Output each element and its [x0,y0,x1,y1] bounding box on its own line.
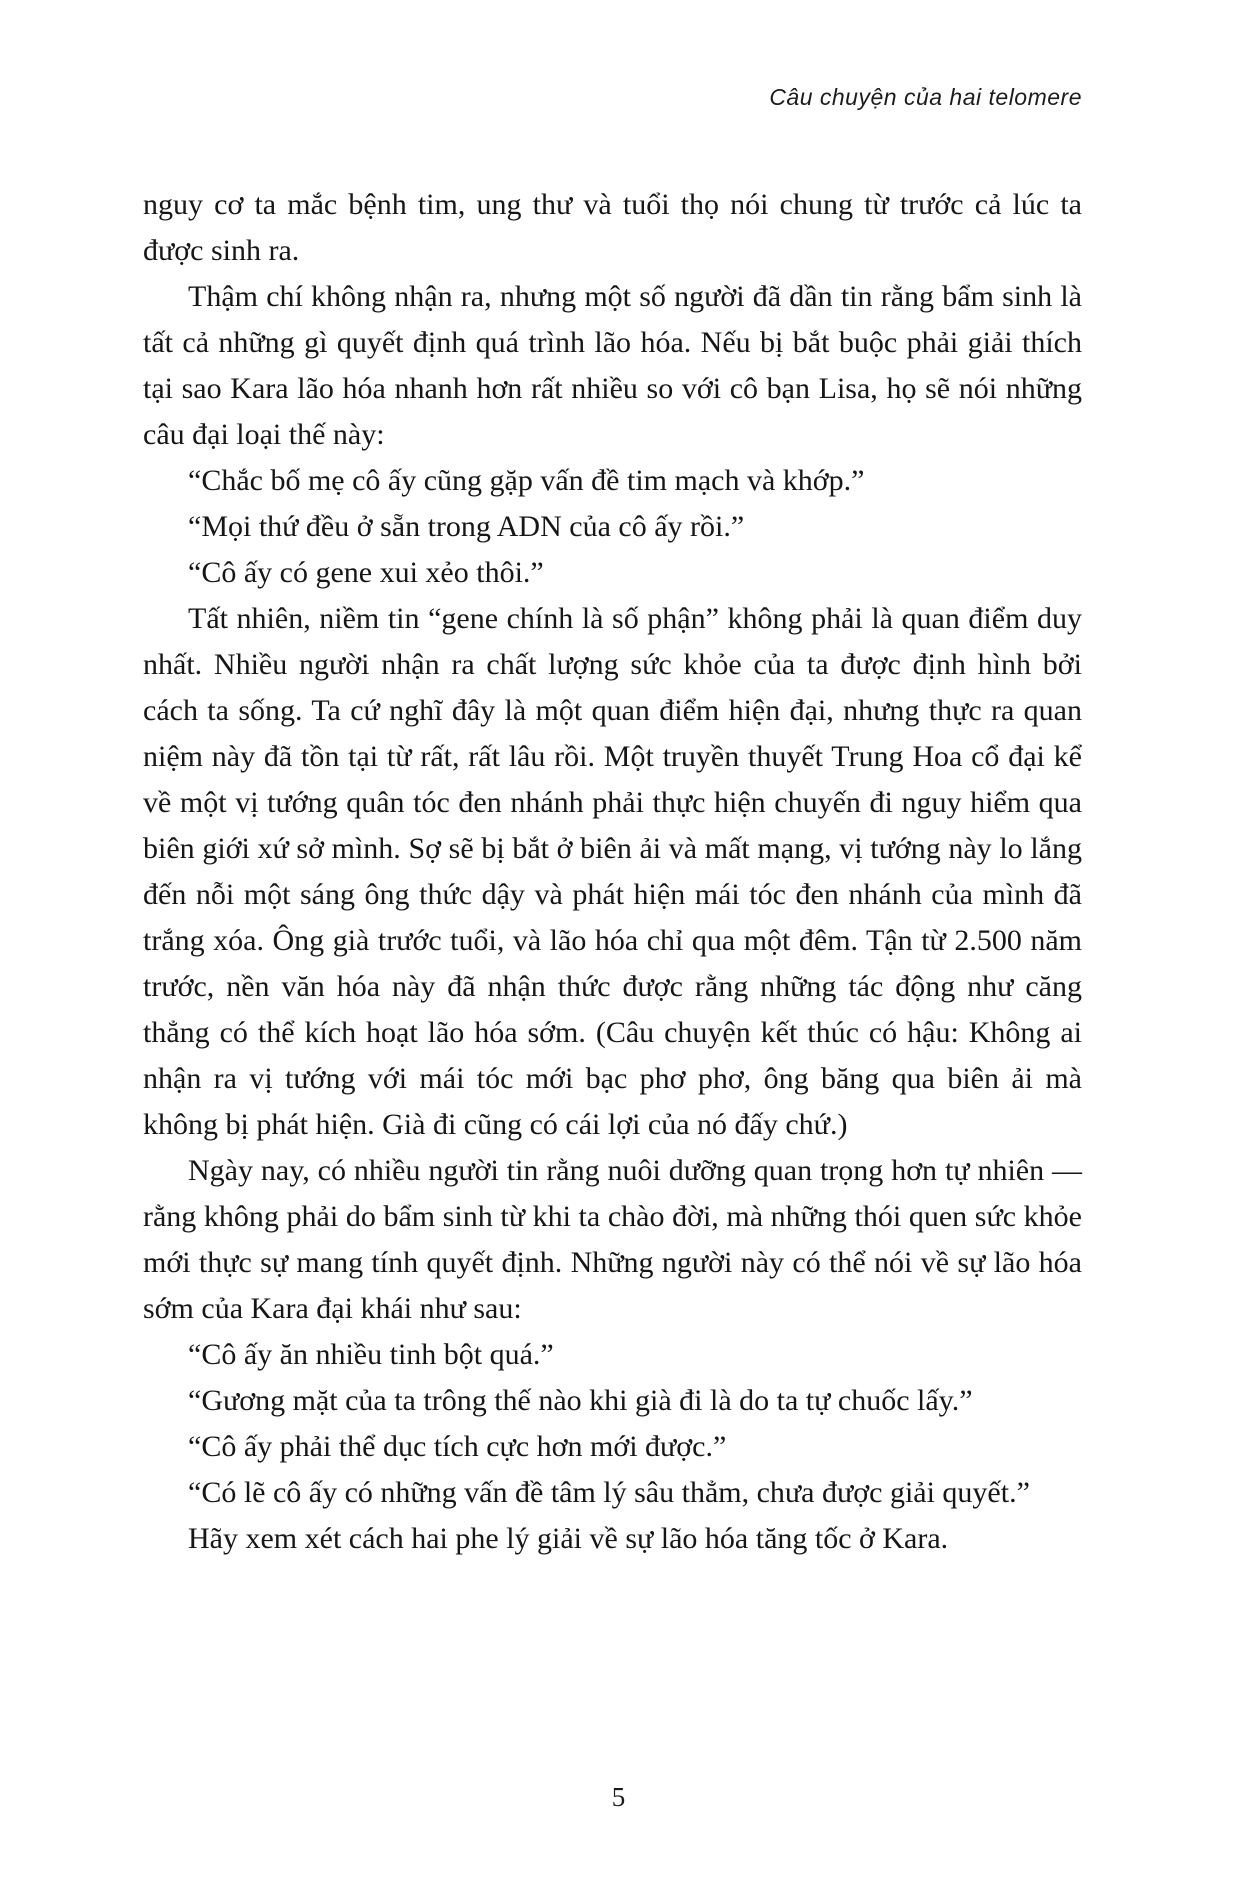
paragraph: Tất nhiên, niềm tin “gene chính là số phận” không phải là quan điểm duy nhất. Nhiều người nhận ra chất lượng sức khỏe của ta được định hình bởi cách ta sống. Ta cứ nghĩ đây là một quan điểm hiện đại, nhưng thực ra quan niệm này đã tồn tại từ rất, rất lâu rồi. Một truyền thuyết Trung Hoa cổ đại kể về một vị tướng quân tóc đen nhánh phải thực hiện chuyến đi nguy hiểm qua biên giới xứ sở mình. Sợ sẽ bị bắt ở biên ải và mất mạng, vị tướng này lo lắng đến nỗi một sáng ông thức dậy và phát hiện mái tóc đen nhánh của mình đã trắng xóa. Ông già trước tuổi, và lão hóa chỉ qua một đêm. Tận từ 2.500 năm trước, nền văn hóa này đã nhận thức được rằng những tác động như căng thẳng có thể kích hoạt lão hóa sớm. (Câu chuyện kết thúc có hậu: Không ai nhận ra vị tướng với mái tóc mới bạc phơ phơ, ông băng qua biên ải mà không bị phát hiện. Già đi cũng có cái lợi của nó đấy chứ.) [143,602,1082,1141]
paragraph: Thậm chí không nhận ra, nhưng một số người đã dần tin rằng bẩm sinh là tất cả những gì quyết định quá trình lão hóa. Nếu bị bắt buộc phải giải thích tại sao Kara lão hóa nhanh hơn rất nhiều so với cô bạn Lisa, họ sẽ nói những câu đại loại thế này: [143,280,1082,451]
paragraph: “Mọi thứ đều ở sẵn trong ADN của cô ấy rồi.” [188,510,745,543]
paragraph: “Gương mặt của ta trông thế nào khi già đi là do ta tự chuốc lấy.” [188,1384,973,1417]
page-number: 5 [611,1782,626,1812]
paragraph: Ngày nay, có nhiều người tin rằng nuôi dưỡng quan trọng hơn tự nhiên — rằng không phải do bẩm sinh từ khi ta chào đời, mà những thói quen sức khỏe mới thực sự mang tính quyết định. Những người này có thể nói về sự lão hóa sớm của Kara đại khái như sau: [143,1154,1082,1325]
paragraph: nguy cơ ta mắc bệnh tim, ung thư và tuổi thọ nói chung từ trước cả lúc ta được sinh ra. [143,188,1082,267]
paragraph: “Chắc bố mẹ cô ấy cũng gặp vấn đề tim mạch và khớp.” [188,464,865,497]
paragraph: Hãy xem xét cách hai phe lý giải về sự lão hóa tăng tốc ở Kara. [188,1522,949,1555]
page-body [143,182,1082,1562]
running-head: Câu chuyện của hai telomere [769,84,1082,110]
paragraph: “Cô ấy ăn nhiều tinh bột quá.” [188,1338,554,1371]
paragraph: “Cô ấy có gene xui xẻo thôi.” [188,556,544,589]
paragraph: “Có lẽ cô ấy có những vấn đề tâm lý sâu thẳm, chưa được giải quyết.” [188,1476,1030,1509]
paragraph: “Cô ấy phải thể dục tích cực hơn mới được.” [188,1430,727,1463]
